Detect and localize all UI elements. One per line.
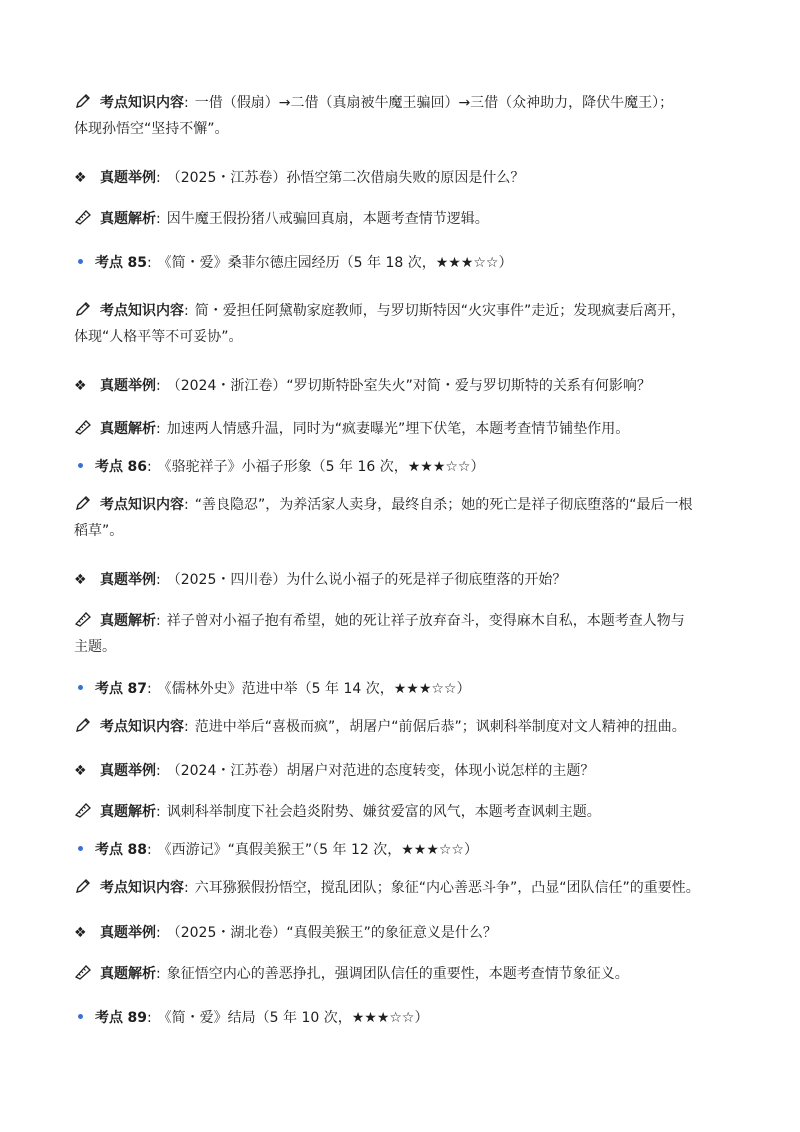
point-number: 89 [127,1010,147,1026]
exam-analysis: 真题解析: 祥子曾对小福子抱有希望，她的死让祥子放弃奋斗，变得麻木自私，本题考查人物与 主题。 [74,608,734,660]
point-text: 《简・爱》结局（5 年 10 次，★★★☆☆） [157,1010,429,1026]
pencil-ruler-icon [74,610,94,628]
knowledge-content: 考点知识内容: 简・爱担任阿黛勒家庭教师，与罗切斯特因“火灾事件”走近；发现疯妻后离开， 体现“人格平等不可妥协”。 [74,298,734,350]
question-text: （2025・江苏卷）孙悟空第二次借扇失败的原因是什么？ [166,170,525,186]
pencil-ruler-icon [74,208,94,226]
knowledge-text: 六耳猕猴假扮悟空，搅乱团队；象征“内心善恶斗争”，凸显“团队信任”的重要性。 [194,880,700,896]
point-number: 86 [127,459,147,475]
pencil-icon [74,494,94,512]
analysis-text-continued: 主题。 [74,639,116,655]
knowledge-text-continued: 体现孙悟空“坚持不懈”。 [74,121,229,137]
analysis-label: 真题解析 [100,211,156,227]
exam-analysis: 真题解析: 加速两人情感升温，同时为“疯妻曝光”埋下伏笔，本题考查情节铺垫作用。 [74,416,734,442]
knowledge-text-continued: 体现“人格平等不可妥协”。 [74,329,243,345]
bullet-icon [78,1014,83,1019]
question-text: （2025・湖北卷）“真假美猴王”的象征意义是什么？ [166,925,497,941]
point-prefix: 考点 [95,1010,123,1026]
bullet-icon [78,463,83,468]
diamond-icon: ❖ [74,170,87,186]
pencil-icon [74,300,94,318]
analysis-text: 因牛魔王假扮猪八戒骗回真扇，本题考查情节逻辑。 [166,211,489,227]
exam-question: ❖ 真题举例: （2025・四川卷）为什么说小福子的死是祥子彻底堕落的开始？ [74,567,734,593]
question-label: 真题举例 [100,763,156,779]
diamond-icon: ❖ [74,572,87,588]
exam-question: ❖ 真题举例: （2024・浙江卷）“罗切斯特卧室失火”对简・爱与罗切斯特的关系有何影响？ [74,373,734,399]
analysis-label: 真题解析 [100,966,156,982]
analysis-text: 加速两人情感升温，同时为“疯妻曝光”埋下伏笔，本题考查情节铺垫作用。 [166,421,630,437]
bullet-icon [78,685,83,690]
pencil-icon [74,716,94,734]
diamond-icon: ❖ [74,378,87,394]
bullet-icon [78,259,83,264]
point-prefix: 考点 [95,681,123,697]
analysis-text: 象征悟空内心的善恶挣扎，强调团队信任的重要性，本题考查情节象征义。 [166,966,629,982]
question-text: （2024・江苏卷）胡屠户对范进的态度转变，体现小说怎样的主题？ [166,763,595,779]
knowledge-content: 考点知识内容: 范进中举后“喜极而疯”，胡屠户“前倨后恭”；讽刺科举制度对文人精神的扭曲。 [74,714,734,740]
knowledge-content: 考点知识内容: “善良隐忍”，为养活家人卖身，最终自杀；她的死亡是祥子彻底堕落的“最后一根 稻草”。 [74,492,734,544]
exam-analysis: 真题解析: 讽刺科举制度下社会趋炎附势、嫌贫爱富的风气，本题考查讽刺主题。 [74,799,734,825]
pencil-ruler-icon [74,801,94,819]
point-prefix: 考点 [95,842,123,858]
knowledge-text-continued: 稻草”。 [74,523,124,539]
question-label: 真题举例 [100,170,156,186]
point-text: 《简・爱》桑菲尔德庄园经历（5 年 18 次，★★★☆☆） [157,255,513,271]
analysis-text: 祥子曾对小福子抱有希望，她的死让祥子放弃奋斗，变得麻木自私，本题考查人物与 [166,613,685,629]
point-text: 《儒林外史》范进中举（5 年 14 次，★★★☆☆） [157,681,471,697]
question-label: 真题举例 [100,378,156,394]
knowledge-content: 考点知识内容: 一借（假扇）→二借（真扇被牛魔王骗回）→三借（众神助力，降伏牛魔王）； 体现孙悟空“坚持不懈”。 [74,90,734,142]
knowledge-text: 简・爱担任阿黛勒家庭教师，与罗切斯特因“火灾事件”走近；发现疯妻后离开， [194,303,686,319]
question-text: （2025・四川卷）为什么说小福子的死是祥子彻底堕落的开始？ [166,572,567,588]
question-label: 真题举例 [100,925,156,941]
analysis-label: 真题解析 [100,613,156,629]
knowledge-text: 范进中举后“喜极而疯”，胡屠户“前倨后恭”；讽刺科举制度对文人精神的扭曲。 [194,719,686,735]
knowledge-label: 考点知识内容 [100,95,184,111]
pencil-ruler-icon [74,963,94,981]
point-number: 85 [127,255,147,271]
knowledge-text: “善良隐忍”，为养活家人卖身，最终自杀；她的死亡是祥子彻底堕落的“最后一根 [194,497,693,513]
knowledge-label: 考点知识内容 [100,719,184,735]
knowledge-label: 考点知识内容 [100,880,184,896]
exam-point-85: 考点 85: 《简・爱》桑菲尔德庄园经历（5 年 18 次，★★★☆☆） [74,250,734,276]
exam-question: ❖ 真题举例: （2025・江苏卷）孙悟空第二次借扇失败的原因是什么？ [74,165,734,191]
bullet-icon [78,846,83,851]
diamond-icon: ❖ [74,763,87,779]
exam-question: ❖ 真题举例: （2024・江苏卷）胡屠户对范进的态度转变，体现小说怎样的主题？ [74,758,734,784]
point-prefix: 考点 [95,255,123,271]
pencil-icon [74,877,94,895]
point-text: 《西游记》“真假美猴王”（5 年 12 次，★★★☆☆） [157,842,478,858]
exam-analysis: 真题解析: 象征悟空内心的善恶挣扎，强调团队信任的重要性，本题考查情节象征义。 [74,961,734,987]
exam-analysis: 真题解析: 因牛魔王假扮猪八戒骗回真扇，本题考查情节逻辑。 [74,206,734,232]
exam-point-87: 考点 87: 《儒林外史》范进中举（5 年 14 次，★★★☆☆） [74,676,734,702]
point-prefix: 考点 [95,459,123,475]
analysis-text: 讽刺科举制度下社会趋炎附势、嫌贫爱富的风气，本题考查讽刺主题。 [166,804,601,820]
question-text: （2024・浙江卷）“罗切斯特卧室失火”对简・爱与罗切斯特的关系有何影响？ [166,378,651,394]
point-text: 《骆驼祥子》小福子形象（5 年 16 次，★★★☆☆） [157,459,485,475]
pencil-icon [74,92,94,110]
analysis-label: 真题解析 [100,421,156,437]
question-label: 真题举例 [100,572,156,588]
pencil-ruler-icon [74,418,94,436]
knowledge-text: 一借（假扇）→二借（真扇被牛魔王骗回）→三借（众神助力，降伏牛魔王）； [194,95,674,111]
point-number: 87 [127,681,147,697]
point-number: 88 [127,842,147,858]
exam-point-86: 考点 86: 《骆驼祥子》小福子形象（5 年 16 次，★★★☆☆） [74,454,734,480]
exam-point-88: 考点 88: 《西游记》“真假美猴王”（5 年 12 次，★★★☆☆） [74,837,734,863]
exam-point-89: 考点 89: 《简・爱》结局（5 年 10 次，★★★☆☆） [74,1005,734,1031]
knowledge-label: 考点知识内容 [100,497,184,513]
exam-question: ❖ 真题举例: （2025・湖北卷）“真假美猴王”的象征意义是什么？ [74,920,734,946]
analysis-label: 真题解析 [100,804,156,820]
diamond-icon: ❖ [74,925,87,941]
knowledge-content: 考点知识内容: 六耳猕猴假扮悟空，搅乱团队；象征“内心善恶斗争”，凸显“团队信任”的重要性。 [74,875,734,901]
knowledge-label: 考点知识内容 [100,303,184,319]
